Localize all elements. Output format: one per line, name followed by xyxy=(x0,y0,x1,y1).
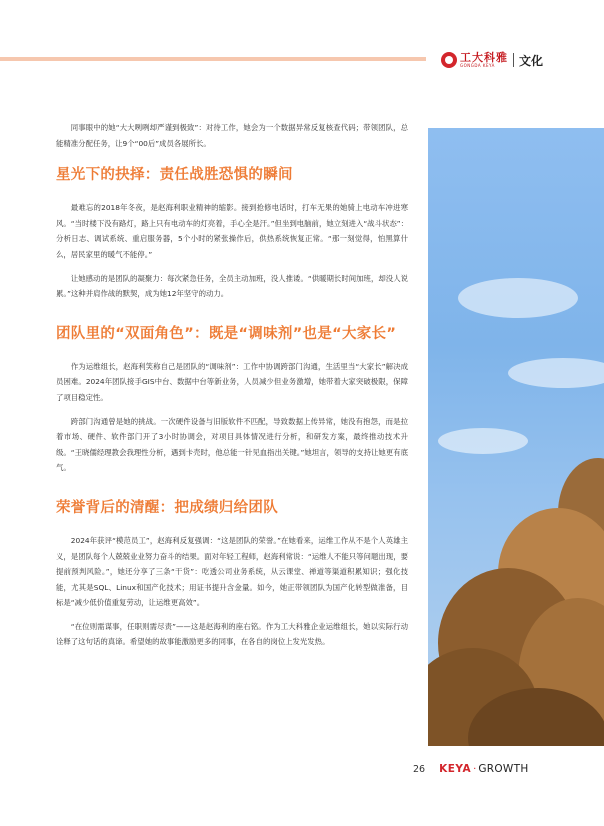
section-heading: 荣誉背后的清醒：把成绩归给团队 xyxy=(56,499,278,516)
logo-divider xyxy=(513,53,514,67)
brand-keya: KEYA xyxy=(439,763,472,775)
logo-chinese-name: 工大科雅 xyxy=(460,51,508,64)
paragraph: 让她感动的是团队的凝聚力：每次紧急任务，全员主动加班，没人推诿。“供暖期长时间加班，却没人说累。”这种并肩作战的默契，成为她12年坚守的动力。 xyxy=(56,273,408,299)
logo-wordmark xyxy=(460,52,508,68)
logo-english-name: GONGDA KEYA xyxy=(460,63,495,68)
sky-tree-photo xyxy=(428,128,604,746)
page-number: 26 xyxy=(413,763,426,775)
page-footer xyxy=(413,762,529,776)
top-decorative-rule xyxy=(0,57,426,61)
cloud-shape xyxy=(438,428,528,454)
cloud-shape xyxy=(458,278,578,318)
header-logo xyxy=(441,50,543,70)
brand-growth: GROWTH xyxy=(478,763,529,775)
section-heading: 星光下的抉择：责任战胜恐惧的瞬间 xyxy=(56,167,293,184)
paragraph: 跨部门沟通曾是她的挑战。一次硬件设备与旧版软件不匹配，导致数据上传异常，她没有抱怨，而是拉着市场、硬件、软件部门开了3小时协调会，对项目具体情况进行分析，和研发方案，最终推动技术升级。“王晓儒经理教会我理性分析，遇到卡壳时，他总能一针见血指出关键。”她坦言，领导的支持让她更有底气。 xyxy=(56,416,408,473)
paragraph: 同事眼中的她“大大咧咧却严谨到极致”：对待工作，她会为一个数据异常反复核查代码；带领团队，总能精准分配任务，让9个“00后”成员各展所长。 xyxy=(56,123,408,148)
cloud-shape xyxy=(508,358,604,388)
paragraph: 作为运维组长，赵海利笑称自己是团队的“调味剂”：工作中协调跨部门沟通，生活里当“大家长”解决成员困难。2024年团队接手GIS中台、数据中台等新业务，人员减少但业务激增，她带着大家突破极限，保障了项目稳定性。 xyxy=(56,361,408,402)
section-heading: 团队里的“双面角色”：既是“调味剂”也是“大家长” xyxy=(56,325,397,342)
section-label: 文化 xyxy=(519,53,544,68)
brand-dot: · xyxy=(473,763,477,775)
article-body xyxy=(56,120,408,650)
company-logo-icon xyxy=(441,52,457,68)
paragraph: “在位则需谋事，任职则需尽责”——这是赵海利的座右铭。作为工大科雅企业运维组长，她以实际行动诠释了这句话的真谛。希望她的故事能激励更多的同事，在各自的岗位上发光发热。 xyxy=(56,621,408,647)
paragraph: 最难忘的2018年冬夜，是赵海利职业精神的缩影。接到抢修电话时，打车无果的她骑上电动车冲进寒风。“当时楼下没有路灯，路上只有电动车的灯亮着，手心全是汗。”但坐到电脑前，她立刻进入“战斗状态”：分析日志、调试系统、重启服务器，5个小时的紧张操作后，供热系统恢复正常。“那一刻觉得，怕黑算什么，居民家里的暖气不能停。” xyxy=(56,203,408,259)
paragraph: 2024年获评“模范员工”，赵海利反复强调：“这是团队的荣誉。”在她看来，运维工作从不是个人英雄主义，是团队每个人兢兢业业努力奋斗的结果。面对年轻工程师，赵海利常说：“运维人不能只等问题出现，要提前预判风险。”，她还分享了三条“干货”：吃透公司业务系统，从云课堂、禅道等渠道积累知识；强化技能，尤其是SQL、Linux和国产化技术；用证书提升含金量。如今，她正带领团队为国产化转型做准备，目标是“减少低价值重复劳动，让运维更高效”。 xyxy=(56,535,408,608)
